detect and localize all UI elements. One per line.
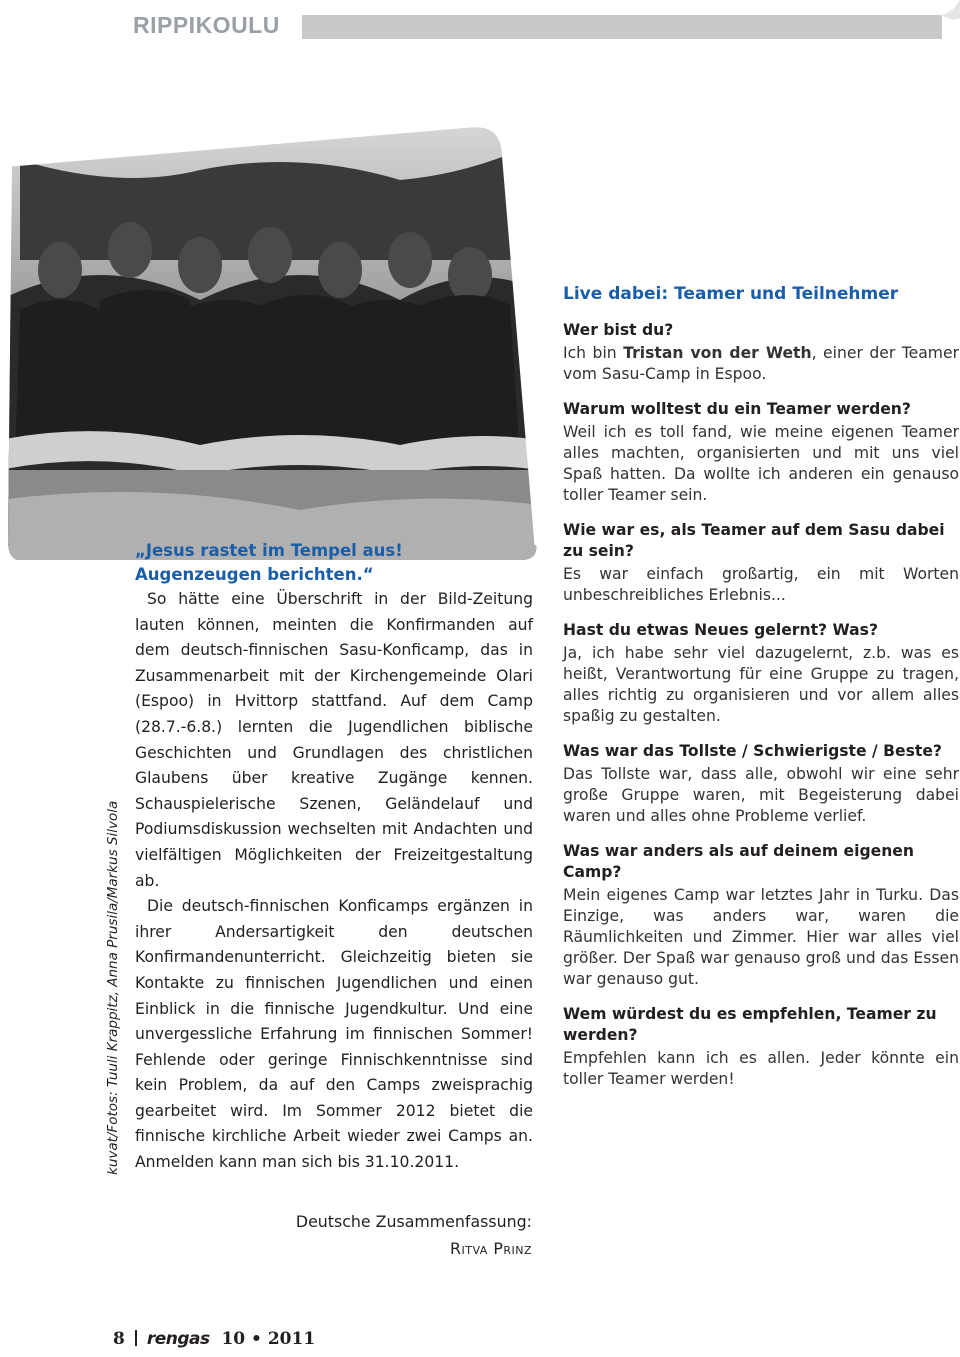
interview-column	[563, 282, 959, 1104]
article-paragraph-2: Die deutsch-finnischen Konficamps ergänzen in ihrer Andersartigkeit den deutschen Konfirmandenunterricht. Gleichzeitig bieten sie Kontakte zu finnischen Jugendlichen und einen Einblick in die finnische Jugendkultur. Und eine unvergessliche Erfahrung im finnischen Sommer! Fehlende oder geringe Finnischkenntnisse sind kein Problem, da auf den Camps zweisprachig gearbeitet wird. Im Sommer 2012 bietet die finnische kirchliche Arbeit wieder zwei Camps an. Anmelden kann man sich bis 31.10.2011.	[135, 897, 533, 1172]
issue-number: 10 • 2011	[221, 1329, 316, 1349]
qa-item	[563, 620, 959, 727]
question: Warum wolltest du ein Teamer werden?	[563, 400, 911, 418]
answer-text: , einer der Teamer vom Sasu-Camp in Espoo.	[563, 344, 959, 383]
answer	[563, 343, 959, 385]
page-footer	[113, 1329, 315, 1349]
magazine-logo: rengas	[146, 1329, 210, 1349]
summary-credit	[288, 1208, 532, 1262]
interview-title: Live dabei: Teamer und Teilnehmer	[563, 284, 899, 304]
footer-divider	[135, 1330, 137, 1346]
summary-label: Deutsche Zusammenfassung:	[295, 1212, 532, 1231]
question: Hast du etwas Neues gelernt? Was?	[563, 621, 878, 639]
question: Wie war es, als Teamer auf dem Sasu dabei zu sein?	[563, 521, 945, 560]
answer: Ja, ich habe sehr viel dazugelernt, z.b. was es heißt, Verantwortung für eine Gruppe zu tragen, alles richtig zu organisieren und vor allem alles spaßig zu gestalten.	[563, 644, 959, 725]
answer: Empfehlen kann ich es allen. Jeder könnte ein toller Teamer werden!	[563, 1049, 959, 1088]
answer: Mein eigenes Camp war letztes Jahr in Turku. Das Einzige, was anders war, waren die Räumlichkeiten und Zimmer. Hier war alles viel größer. Der Spaß war genauso groß und das Essen war genauso gut.	[563, 886, 959, 988]
qa-item	[563, 741, 959, 827]
qa-item	[563, 320, 959, 385]
article-paragraph-1: So hätte eine Überschrift in der Bild-Zeitung lauten können, meinten die Konfirmanden auf dem deutsch-finnischen Sasu-Konficamp, das in Zusammenarbeit mit der Kirchengemeinde Olari (Espoo) in Hvittorp stattfand. Auf dem Camp (28.7.-6.8.) lernten die Jugendlichen biblische Geschichten und Grundlagen des christlichen Glaubens über kreative Zugänge kennen. Schauspielerische Szenen, Geländelauf und Podiumsdiskussion wechselten mit Andachten und vielfältigen Möglichkeiten der Freizeitgestaltung ab.	[135, 590, 533, 890]
answer-name: Tristan von der Weth	[623, 344, 812, 362]
photo-credit: kuvat/Fotos: Tuuli Krappitz, Anna Prusila/Markus Silvola	[105, 800, 121, 1175]
section-label: RIPPIKOULU	[133, 12, 280, 38]
answer: Weil ich es toll fand, wie meine eigenen Teamer alles machten, organisierten und mit uns viel Spaß hatten. Da wollte ich anderen ein genauso toller Teamer sein.	[563, 423, 959, 504]
question: Wer bist du?	[563, 321, 674, 339]
qa-item	[563, 841, 959, 990]
headline-line-1: „Jesus rastet im Tempel aus!	[135, 541, 403, 560]
qa-item	[563, 1004, 959, 1090]
answer: Das Tollste war, dass alle, obwohl wir eine sehr große Gruppe waren, mit Begeisterung dabei waren und alles ohne Probleme verlief.	[563, 765, 959, 825]
question: Was war anders als auf deinem eigenen Camp?	[563, 842, 914, 881]
summary-author: Ritva Prinz	[450, 1239, 532, 1258]
page-number: 8	[113, 1329, 125, 1349]
answer: Es war einfach großartig, ein mit Worten unbeschreibliches Erlebnis...	[563, 565, 959, 604]
qa-item	[563, 399, 959, 506]
article-body	[135, 539, 533, 1176]
question: Wem würdest du es empfehlen, Teamer zu werden?	[563, 1005, 937, 1044]
question: Was war das Tollste / Schwierigste / Beste?	[563, 742, 942, 760]
headline-line-2: Augenzeugen berichten.“	[135, 565, 374, 584]
answer-text: Ich bin	[563, 344, 624, 362]
qa-item	[563, 520, 959, 606]
